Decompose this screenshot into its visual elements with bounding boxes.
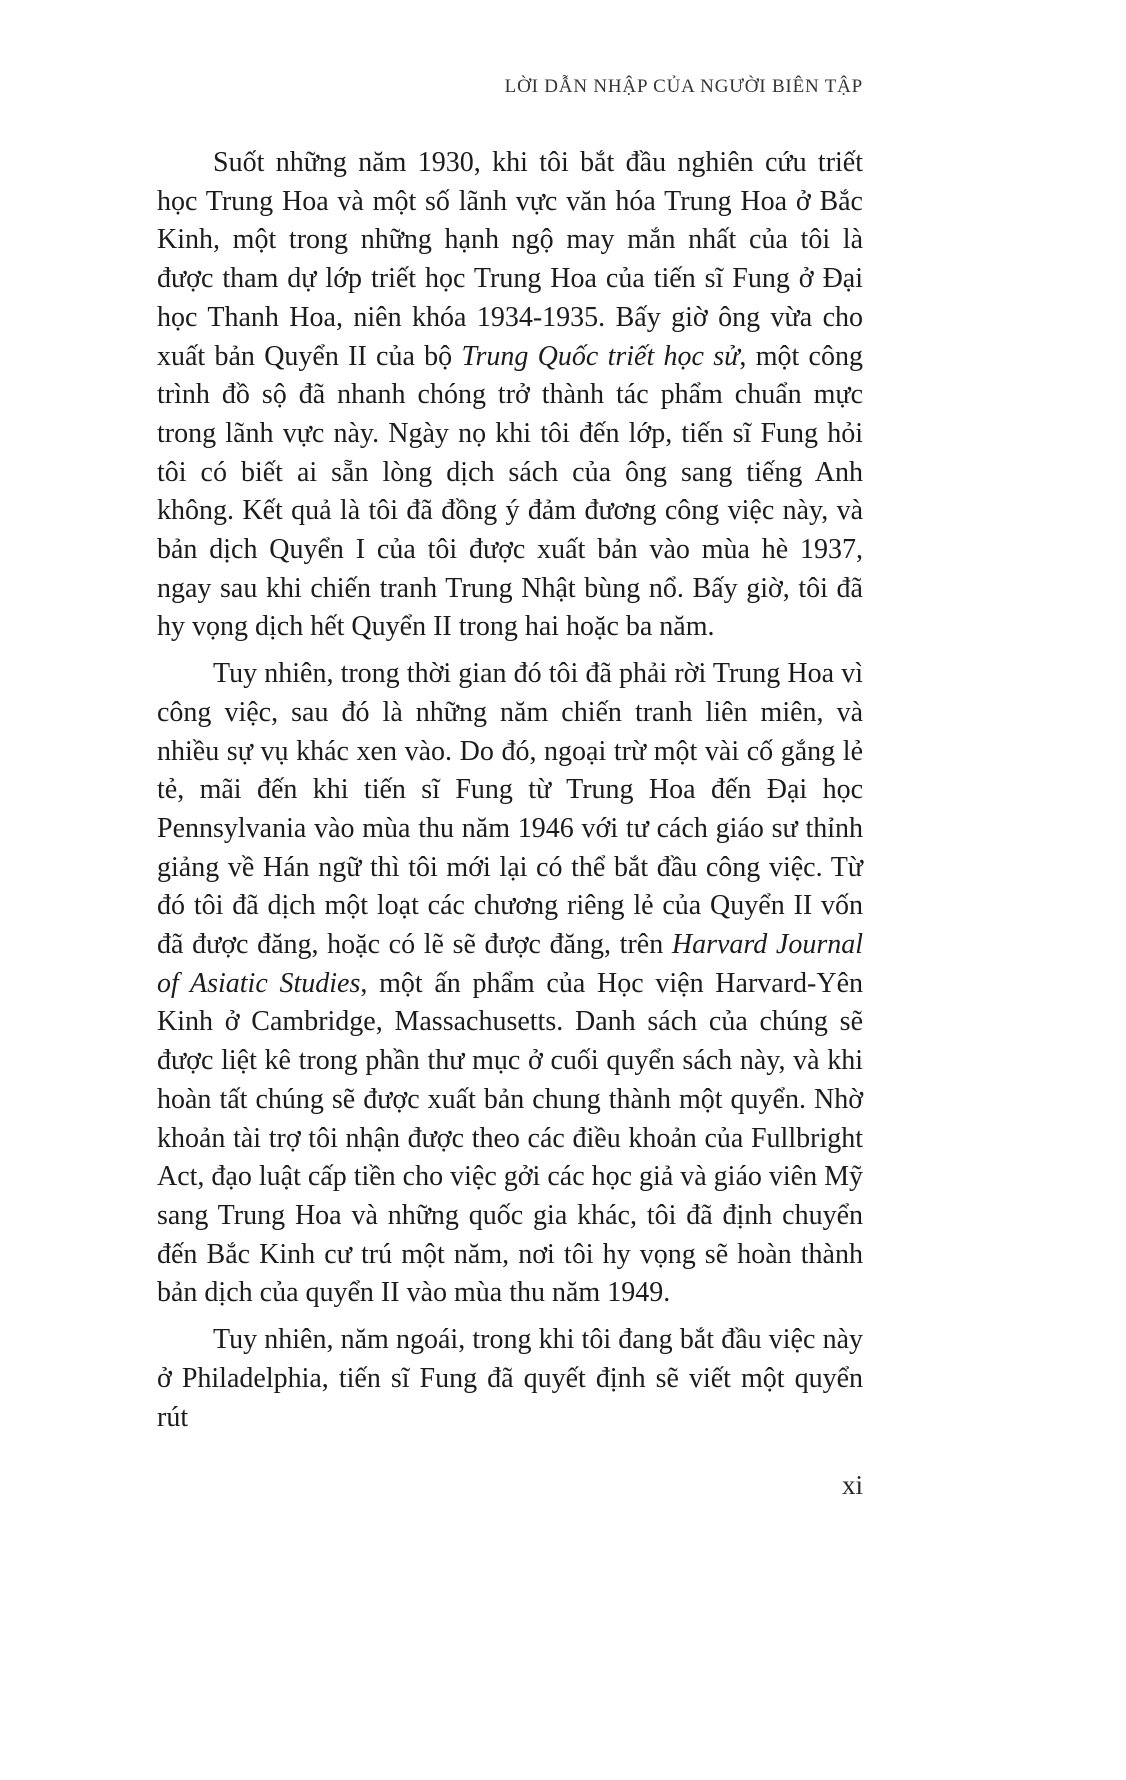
text-run: , một công trình đồ sộ đã nhanh chóng trở thành tác phẩm chuẩn mực trong lãnh vực này. Ngày nọ khi tôi đến lớp, tiến sĩ Fung hỏi tôi có biết ai sẵn lòng dịch sách của ông sang tiếng Anh không. Kết quả là tôi đã đồng ý đảm đương công việc này, và bản dịch Quyển I của tôi được xuất bản vào mùa hè 1937, ngay sau khi chiến tranh Trung Nhật bùng nổ. Bấy giờ, tôi đã hy vọng dịch hết Quyển II trong hai hoặc ba năm. <box>157 340 863 643</box>
text-run: Tuy nhiên, năm ngoái, trong khi tôi đang bắt đầu việc này ở Philadelphia, tiến sĩ Fung đã quyết định sẽ viết một quyển rút <box>157 1324 863 1433</box>
body-text <box>157 144 863 1437</box>
italic-title-run: Trung Quốc triết học sử <box>461 340 740 372</box>
paragraph <box>157 655 863 1313</box>
text-run: Suốt những năm 1930, khi tôi bắt đầu nghiên cứu triết học Trung Hoa và một số lãnh vực văn hóa Trung Hoa ở Bắc Kinh, một trong những hạnh ngộ may mắn nhất của tôi là được tham dự lớp triết học Trung Hoa của tiến sĩ Fung ở Đại học Thanh Hoa, niên khóa 1934-1935. Bấy giờ ông vừa cho xuất bản Quyển II của bộ <box>157 147 863 372</box>
paragraph <box>157 144 863 647</box>
paragraph <box>157 1321 863 1437</box>
text-block <box>157 76 863 1445</box>
text-run: , một ấn phẩm của Học viện Harvard-Yên Kinh ở Cambridge, Massachusetts. Danh sách của chúng sẽ được liệt kê trong phần thư mục ở cuối quyển sách này, và khi hoàn tất chúng sẽ được xuất bản chung thành một quyển. Nhờ khoản tài trợ tôi nhận được theo các điều khoản của Fullbright Act, đạo luật cấp tiền cho việc gởi các học giả và giáo viên Mỹ sang Trung Hoa và những quốc gia khác, tôi đã định chuyển đến Bắc Kinh cư trú một năm, nơi tôi hy vọng sẽ hoàn thành bản dịch của quyển II vào mùa thu năm 1949. <box>157 967 863 1309</box>
page-number: xi <box>841 1470 863 1500</box>
text-run: Tuy nhiên, trong thời gian đó tôi đã phải rời Trung Hoa vì công việc, sau đó là những năm chiến tranh liên miên, và nhiều sự vụ khác xen vào. Do đó, ngoại trừ một vài cố gắng lẻ tẻ, mãi đến khi tiến sĩ Fung từ Trung Hoa đến Đại học Pennsylvania vào mùa thu năm 1946 với tư cách giáo sư thỉnh giảng về Hán ngữ thì tôi mới lại có thể bắt đầu công việc. Từ đó tôi đã dịch một loạt các chương riêng lẻ của Quyển II vốn đã được đăng, hoặc có lẽ sẽ được đăng, trên <box>157 658 863 961</box>
running-header: LỜI DẪN NHẬP CỦA NGƯỜI BIÊN TẬP <box>504 76 863 97</box>
italic-title-run: Harvard Journal of Asiatic Studies <box>157 929 863 999</box>
